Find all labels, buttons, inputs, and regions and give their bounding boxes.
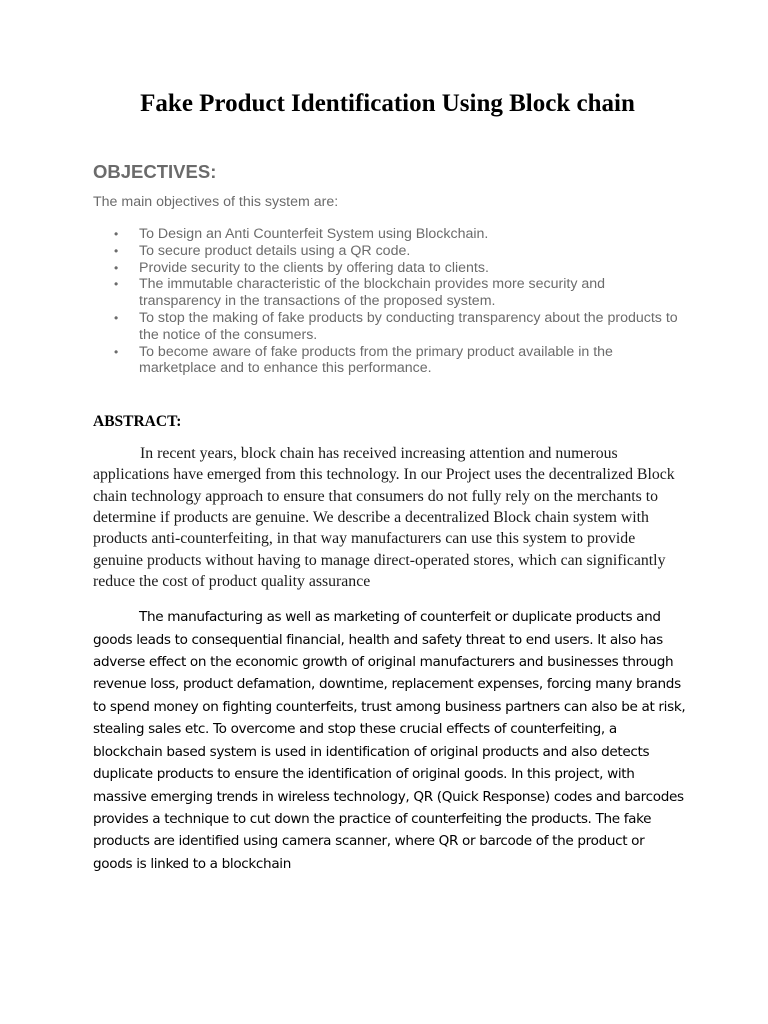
list-item	[93, 243, 686, 260]
abstract-paragraph-1: In recent years, block chain has received increasing attention and numerous applications have emerged from this technology. In our Project uses the decentralized Block chain technology approach to ensure that consumers do not fully rely on the merchants to determine if products are genuine. We describe a decentralized Block chain system with products anti-counterfeiting, in that way manufacturers can use this system to provide genuine products without having to manage direct-operated stores, which can significantly reduce the cost of product quality assurance	[93, 445, 675, 590]
list-item	[93, 344, 686, 378]
list-item	[93, 260, 686, 277]
list-item-text: The immutable characteristic of the blockchain provides more security and transparency in the transactions of the proposed system.	[139, 276, 606, 310]
bullet-icon: •	[114, 277, 119, 292]
bullet-icon: •	[114, 227, 119, 241]
objectives-list	[93, 226, 686, 377]
bullet-icon: •	[114, 344, 119, 359]
list-item	[93, 310, 686, 344]
list-item	[93, 276, 686, 310]
list-item-text: Provide security to the clients by offering data to clients.	[139, 259, 489, 276]
list-item-text: To become aware of fake products from the primary product available in the marketplace and to enhance this performance.	[139, 343, 613, 377]
list-item-text: To stop the making of fake products by conducting transparency about the products to the notice of the consumers.	[139, 309, 678, 343]
abstract-heading: ABSTRACT:	[93, 413, 182, 431]
list-item-text: To Design an Anti Counterfeit System using Blockchain.	[139, 226, 489, 242]
bullet-icon: •	[114, 243, 119, 258]
document-title: Fake Product Identification Using Block chain	[140, 90, 635, 117]
bullet-icon: •	[114, 260, 119, 275]
objectives-intro: The main objectives of this system are:	[93, 194, 339, 210]
list-item-text: To secure product details using a QR code.	[139, 242, 411, 259]
abstract-paragraph-2: The manufacturing as well as marketing of counterfeit or duplicate products and goods leads to consequential financial, health and safety threat to end users. It also has adverse effect on the economic growth of original manufacturers and businesses through revenue loss, product defamation, downtime, replacement expenses, forcing many brands to spend money on fighting counterfeits, trust among business partners can also be at risk, stealing sales etc. To overcome and stop these crucial effects of counterfeiting, a blockchain based system is used in identification of original products and also detects duplicate products to ensure the identification of original goods. In this project, with massive emerging trends in wireless technology, QR (Quick Response) codes and barcodes provides a technique to cut down the practice of counterfeiting the products. The fake products are identified using camera scanner, where QR or barcode of the product or goods is linked to a blockchain	[93, 609, 686, 872]
bullet-icon: •	[114, 310, 119, 325]
objectives-heading: OBJECTIVES:	[93, 161, 217, 182]
list-item	[93, 226, 686, 243]
